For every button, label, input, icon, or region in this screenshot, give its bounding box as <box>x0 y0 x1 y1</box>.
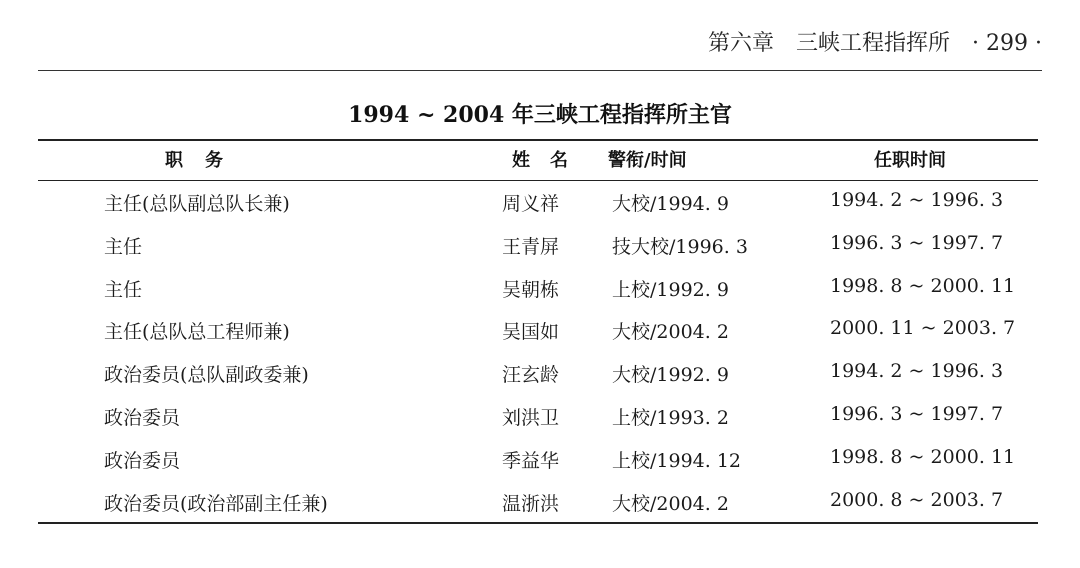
cell-term: 1994. 2 ~ 1996. 3 <box>830 189 1004 211</box>
cell-name: 吴朝栋 <box>502 278 560 301</box>
cell-term: 2000. 11 ~ 2003. 7 <box>830 317 1016 340</box>
table-row <box>0 266 1080 309</box>
column-header-title: 职务 <box>165 150 245 171</box>
cell-title: 政治委员 <box>104 449 181 472</box>
cell-term: 1998. 8 ~ 2000. 11 <box>830 274 1016 297</box>
cell-term: 1996. 3 ~ 1997. 7 <box>830 231 1004 254</box>
cell-name: 王青屏 <box>502 235 560 258</box>
cell-name: 刘洪卫 <box>502 406 560 429</box>
cell-term: 1998. 8 ~ 2000. 11 <box>830 445 1016 468</box>
column-header-name: 姓名 <box>512 150 588 171</box>
cell-rank: 大校/2004. 2 <box>612 492 729 515</box>
table-row <box>0 308 1080 351</box>
cell-title: 政治委员(政治部副主任兼) <box>104 492 328 515</box>
table-row <box>0 180 1080 223</box>
cell-title: 主任 <box>104 235 143 258</box>
table-top-rule <box>38 139 1038 141</box>
cell-term: 1994. 2 ~ 1996. 3 <box>830 360 1004 383</box>
cell-term: 1996. 3 ~ 1997. 7 <box>830 402 1004 425</box>
chapter-label: 第六章 <box>708 31 775 56</box>
section-label: 三峡工程指挥所 <box>796 31 951 56</box>
cell-rank: 大校/1994. 9 <box>612 193 729 215</box>
cell-rank: 上校/1992. 9 <box>612 278 729 301</box>
cell-name: 季益华 <box>502 449 560 472</box>
cell-term: 2000. 8 ~ 2003. 7 <box>830 488 1004 511</box>
header-rule <box>38 70 1042 71</box>
cell-title: 政治委员 <box>104 406 181 429</box>
cell-title: 政治委员(总队副政委兼) <box>104 364 309 387</box>
column-header-rank: 警衔/时间 <box>608 150 687 171</box>
cell-name: 汪玄龄 <box>502 364 560 387</box>
cell-title: 主任(总队副总队长兼) <box>104 193 290 215</box>
table-row <box>0 480 1080 523</box>
table-row <box>0 437 1080 480</box>
cell-rank: 上校/1994. 12 <box>612 449 742 472</box>
cell-rank: 大校/1992. 9 <box>612 364 729 387</box>
table-row <box>0 351 1080 394</box>
column-header-term: 任职时间 <box>874 150 946 171</box>
cell-name: 周义祥 <box>502 193 560 215</box>
cell-rank: 大校/2004. 2 <box>612 321 729 344</box>
running-header <box>708 26 1042 57</box>
cell-title: 主任 <box>104 278 143 301</box>
cell-name: 温浙洪 <box>502 492 560 515</box>
cell-title: 主任(总队总工程师兼) <box>104 321 290 344</box>
cell-rank: 技大校/1996. 3 <box>612 235 748 258</box>
table-bottom-rule <box>38 522 1038 524</box>
page-number: · 299 · <box>972 31 1042 56</box>
cell-rank: 上校/1993. 2 <box>612 406 729 429</box>
cell-name: 吴国如 <box>502 321 560 344</box>
table-title: 1994 ~ 2004 年三峡工程指挥所主官 <box>348 102 732 128</box>
table-row <box>0 394 1080 437</box>
table-row <box>0 223 1080 266</box>
table-body <box>0 180 1080 522</box>
